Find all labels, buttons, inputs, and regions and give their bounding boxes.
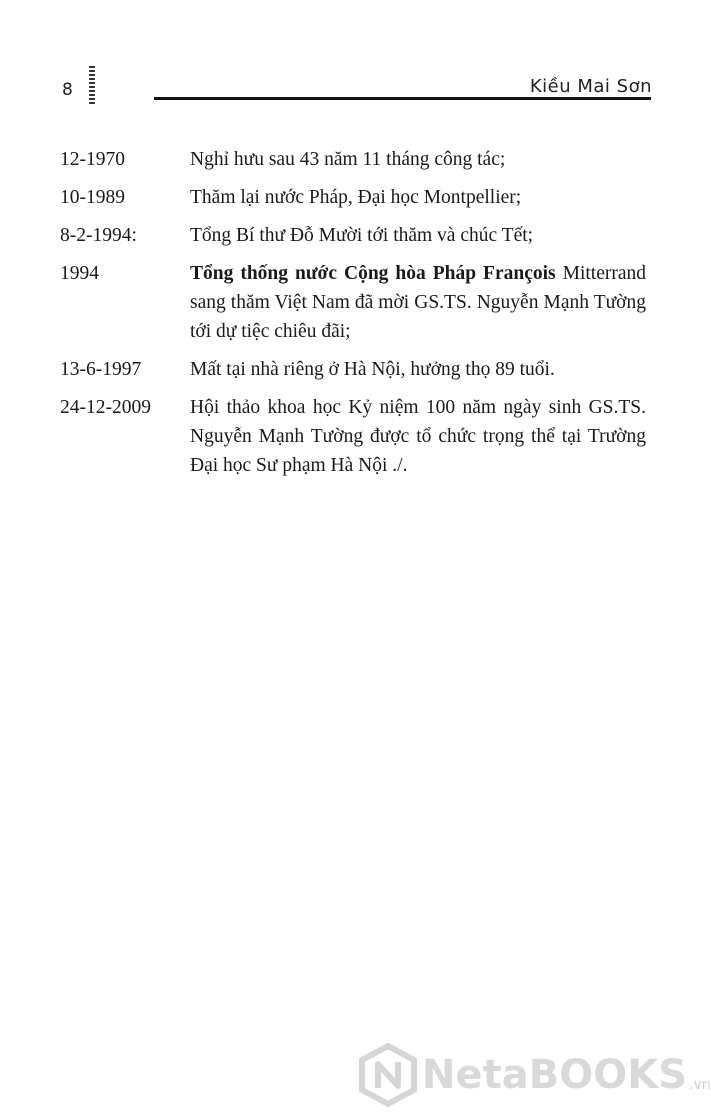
- watermark: [360, 1040, 711, 1110]
- timeline-entry: [60, 145, 646, 174]
- entry-date: 10-1989: [60, 187, 125, 208]
- entry-date: 24-12-2009: [60, 397, 151, 418]
- entry-date: 1994: [60, 263, 99, 284]
- timeline-entry: [60, 183, 646, 212]
- entry-date: 13-6-1997: [60, 359, 142, 380]
- timeline: [60, 145, 646, 489]
- timeline-entry: [60, 393, 646, 480]
- entry-text-bold: Tổng thống nước Cộng hòa Pháp François: [190, 263, 556, 284]
- entry-date: 12-1970: [60, 149, 125, 170]
- entry-text: Hội thảo khoa học Kỷ niệm 100 năm ngày sinh GS.TS. Nguyễn Mạnh Tường được tổ chức trọng thể tại Trường Đại học Sư phạm Hà Nội ./.: [190, 397, 646, 476]
- timeline-entry: [60, 259, 646, 346]
- entry-text-container: [190, 259, 646, 346]
- entry-text: Thăm lại nước Pháp, Đại học Montpellier;: [190, 187, 522, 208]
- header-ornament: [89, 66, 95, 106]
- timeline-entry: [60, 355, 646, 384]
- entry-text: Mất tại nhà riêng ở Hà Nội, hưởng thọ 89 tuổi.: [190, 359, 555, 380]
- entry-text: Nghỉ hưu sau 43 năm 11 tháng công tác;: [190, 149, 506, 170]
- timeline-entry: [60, 221, 646, 250]
- watermark-tld: .vn: [689, 1077, 711, 1093]
- entry-date: 8-2-1994:: [60, 225, 137, 246]
- entry-text: Mitterrand sang thăm Việt Nam đã mời GS.TS. Nguyễn Mạnh Tường tới dự tiệc chiêu đãi;: [190, 263, 646, 342]
- page-number: 8: [62, 80, 73, 100]
- running-header-author: Kiều Mai Sơn: [529, 76, 652, 97]
- neta-hexagon-logo-icon: [360, 1044, 416, 1106]
- entry-text: Tổng Bí thư Đỗ Mười tới thăm và chúc Tết;: [190, 225, 534, 246]
- header-rule: [154, 97, 651, 100]
- watermark-brand: NetaBOOKS: [422, 1052, 688, 1098]
